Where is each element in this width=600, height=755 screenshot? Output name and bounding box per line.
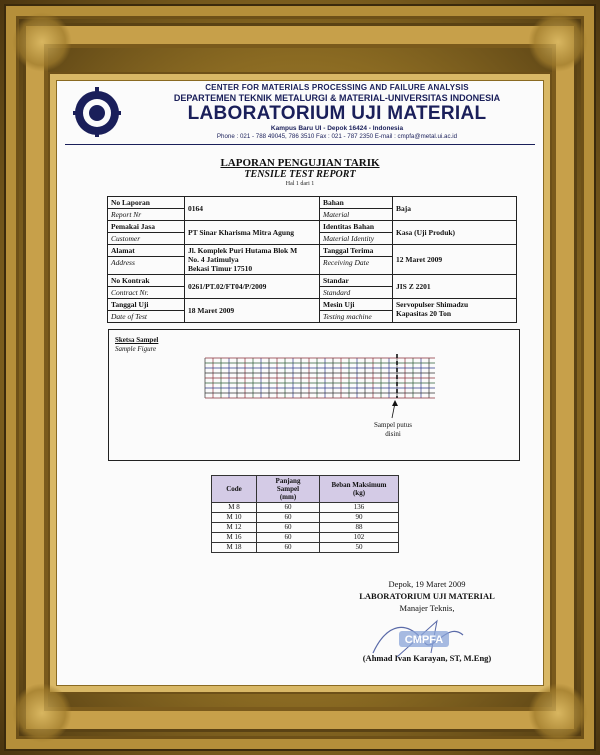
letterhead-address: Kampus Baru UI - Depok 16424 - Indonesia — [270, 125, 404, 132]
sample-mesh-drawing — [109, 330, 519, 460]
table-row: M 8 60 136 — [212, 503, 399, 513]
material-identity-value: Kasa (Uji Produk) — [393, 221, 517, 245]
receiving-date-value: 12 Maret 2009 — [393, 245, 517, 275]
info-label: Standar Standard — [320, 275, 393, 299]
university-emblem-icon — [71, 87, 123, 137]
test-date-value: 18 Maret 2009 — [185, 299, 320, 323]
sketch-title-en: Sample Figure — [115, 345, 157, 353]
info-label: Alamat Address — [108, 245, 185, 275]
table-row: M 10 60 90 — [212, 513, 399, 523]
signatory-name: (Ahmad Ivan Karayan, ST, M.Eng) — [362, 653, 492, 663]
letterhead — [57, 81, 543, 147]
table-row — [108, 299, 517, 323]
testing-machine-value: Servopulser Shimadzu Kapasitas 20 Ton — [393, 299, 517, 323]
table-row — [108, 197, 517, 221]
letterhead-department: DEPARTEMEN TEKNIK METALURGI & MATERIAL-UNIVERSITAS INDONESIA — [173, 93, 501, 103]
address-value: Jl. Komplek Puri Hutama Blok M No. 4 Jatimulya Bekasi Timur 17510 — [185, 245, 320, 275]
sketch-title: Sketsa Sampel — [115, 336, 159, 344]
report-info-table — [107, 196, 517, 323]
info-label: Tanggal Terima Receiving Date — [320, 245, 393, 275]
frame-corner-ornament-icon — [528, 683, 588, 743]
frame-corner-ornament-icon — [528, 12, 588, 72]
frame-corner-ornament-icon — [12, 683, 72, 743]
signature-role: Manajer Teknis, — [399, 603, 455, 613]
report-title: LAPORAN PENGUJIAN TARIK — [220, 157, 380, 169]
customer-value: PT Sinar Kharisma Mitra Agung — [185, 221, 320, 245]
info-label: No Laporan Report Nr — [108, 197, 185, 221]
table-header-row — [212, 476, 399, 503]
results-table — [211, 475, 399, 553]
stamp-text: CMPFA — [404, 634, 444, 646]
material-value: Baja — [393, 197, 517, 221]
break-location-note: Sampel putus disini — [374, 421, 412, 438]
info-label: No Kontrak Contract Nr. — [108, 275, 185, 299]
col-load-header: Beban Maksimum (kg) — [320, 476, 399, 503]
frame-corner-ornament-icon — [12, 12, 72, 72]
sample-sketch-box — [108, 329, 520, 461]
table-row: M 16 60 102 — [212, 533, 399, 543]
standard-value: JIS Z 2201 — [393, 275, 517, 299]
report-subtitle: TENSILE TEST REPORT — [244, 169, 356, 180]
table-row: M 18 60 50 — [212, 543, 399, 553]
table-row — [108, 275, 517, 299]
page-number: Hal 1 dari 1 — [285, 181, 315, 187]
info-label: Pemakai Jasa Customer — [108, 221, 185, 245]
contract-number-value: 0261/PT.02/FT04/P/2009 — [185, 275, 320, 299]
info-label: Mesin Uji Testing machine — [320, 299, 393, 323]
signature-lab-name: LABORATORIUM UJI MATERIAL — [359, 591, 495, 601]
info-label: Tanggal Uji Date of Test — [108, 299, 185, 323]
signature-date: Depok, 19 Maret 2009 — [388, 579, 466, 589]
letterhead-lab-name: LABORATORIUM UJI MATERIAL — [187, 103, 487, 124]
table-row — [108, 221, 517, 245]
col-code-header: Code — [212, 476, 257, 503]
certificate-document — [57, 81, 543, 685]
report-number: 0164 — [185, 197, 320, 221]
table-row — [108, 245, 517, 275]
letterhead-divider — [65, 144, 535, 145]
info-label: Bahan Material — [320, 197, 393, 221]
info-label: Identitas Bahan Material Identity — [320, 221, 393, 245]
letterhead-contact: Phone : 021 - 788 49045, 786 3510 Fax : 021 - 787 2350 E-mail : cmpfa@metal.ui.ac.id — [216, 133, 458, 140]
col-length-header: Panjang Sampel (mm) — [257, 476, 320, 503]
letterhead-center-name: CENTER FOR MATERIALS PROCESSING AND FAILURE ANALYSIS — [205, 83, 469, 92]
table-row: M 12 60 88 — [212, 523, 399, 533]
